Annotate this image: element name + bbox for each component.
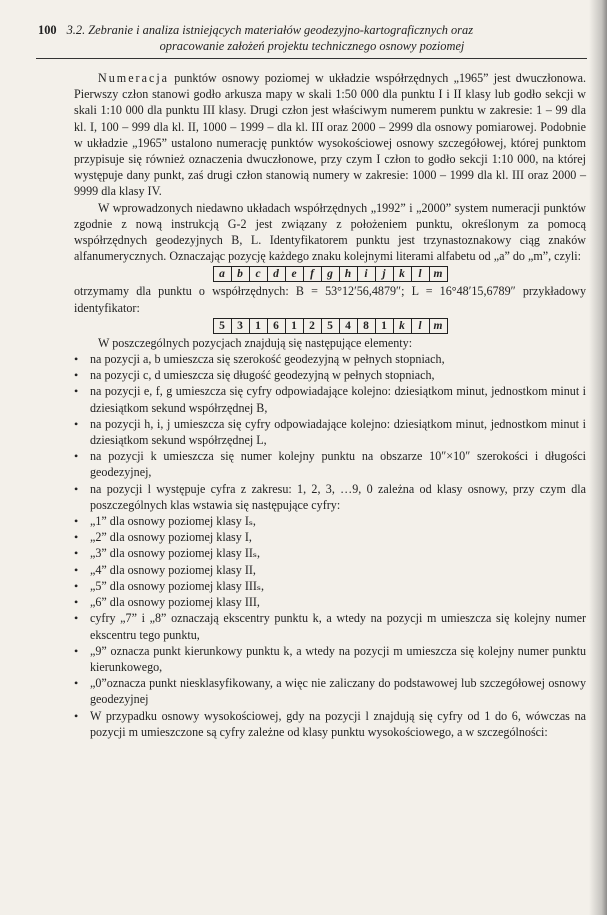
list-item: • „3” dla osnowy poziomej klasy IIₛ, (74, 545, 586, 561)
letter-box: e (286, 267, 304, 281)
paragraph-lead: Numeracja (98, 71, 170, 85)
identifier-box: k (394, 319, 412, 333)
header-rule (36, 58, 587, 59)
identifier-box: 4 (340, 319, 358, 333)
list-item: • „2” dla osnowy poziomej klasy I, (74, 529, 586, 545)
list-item: • na pozycji c, d umieszcza się długość geodezyjną w pełnych stopniach, (74, 367, 586, 383)
list-item: • „6” dla osnowy poziomej klasy III, (74, 594, 586, 610)
page-number: 100 (38, 23, 57, 37)
list-item: • W przypadku osnowy wysokościowej, gdy na pozycji l znajdują się cyfry od 1 do 6, wówczas na pozycji m umieszczone są cyfry zależne od klasy punktu wysokościowego, a w szczególności: (74, 708, 586, 740)
letter-boxes (213, 266, 448, 282)
list-item: • „9” oznacza punkt kierunkowy punktu k, a wtedy na pozycji m umieszcza się kolejny numer punktu kierunkowego, (74, 643, 586, 675)
letter-box: m (430, 267, 448, 281)
list-item: • na pozycji h, i, j umieszcza się cyfry odpowiadające kolejno: dziesiątkom minut, jednostkom minut i dziesiątkom sekund współrzędnej L, (74, 416, 586, 448)
identifier-box: 6 (268, 319, 286, 333)
identifier-box-row (74, 317, 586, 334)
paragraph-text: punktów osnowy poziomej w układzie współrzędnych „1965” jest dwuczłonowa. Pierwszy człon stanowi godło arkusza mapy w skali 1:50 000 dla punktu I i II klasy lub godło sekcji w skali 1:10 000 dla punktu III klasy. Drugi człon jest właściwym numerem punktu w zakresie: 1 – 99 dla kl. I, 100 – 999 dla kl. II, 1000 – 1999 – dla kl. III oraz 2000 – 2999 dla osnowy pomiarowej. Podobnie w układzie „1965” ustalono numerację punktów wysokościowej osnowy szczegółowej, której punktom przypisuje się również oznaczenia dwuczłonowe, przy czym I człon to godło sekcji 1:10 000, na której występuje dany punkt, zaś drugi człon stanowią numery w zakresie: 1000 – 1999 dla kl. III oraz 2000 – 9999 dla klasy IV. (74, 71, 586, 199)
identifier-boxes (213, 318, 448, 334)
list-item: • na pozycji k umieszcza się numer kolejny punktu na obszarze 10″×10″ szerokości i długości geodezyjnej, (74, 448, 586, 480)
paragraph (74, 70, 586, 200)
identifier-box: m (430, 319, 448, 333)
letter-box: k (394, 267, 412, 281)
list-item: • na pozycji l występuje cyfra z zakresu: 1, 2, 3, …9, 0 zależna od klasy osnowy, przy czym dla poszczególnych klas wstawia się następujące cyfry: (74, 481, 586, 513)
list-item: • „5” dla osnowy poziomej klasy IIIₛ, (74, 578, 586, 594)
header-title-line2: opracowanie założeń projektu technicznego osnowy poziomej (159, 39, 465, 53)
letter-box: j (376, 267, 394, 281)
identifier-box: 8 (358, 319, 376, 333)
body-text (74, 70, 586, 740)
page-edge-shadow (589, 0, 607, 915)
list-item: • „0”oznacza punkt niesklasyfikowany, a więc nie zaliczany do podstawowej lub szczegółowej osnowy geodezyjnej (74, 675, 586, 707)
identifier-box: l (412, 319, 430, 333)
identifier-box: 5 (322, 319, 340, 333)
list-item: • na pozycji a, b umieszcza się szerokość geodezyjną w pełnych stopniach, (74, 351, 586, 367)
header-title-line1: 3.2. Zebranie i analiza istniejących materiałów geodezyjno-kartograficznych oraz (66, 23, 474, 37)
letter-box: a (214, 267, 232, 281)
letter-box: f (304, 267, 322, 281)
list-item: • cyfry „7” i „8” oznaczają ekscentry punktu k, a wtedy na pozycji m umieszcza się kolejny numer ekscentru tego punktu, (74, 610, 586, 642)
bullet-list (74, 351, 586, 740)
letter-box: d (268, 267, 286, 281)
paragraph: W poszczególnych pozycjach znajdują się następujące elementy: (98, 335, 413, 350)
running-header (38, 22, 586, 54)
identifier-box: 1 (250, 319, 268, 333)
letter-box: l (412, 267, 430, 281)
letter-box: g (322, 267, 340, 281)
identifier-box: 1 (376, 319, 394, 333)
identifier-box: 5 (214, 319, 232, 333)
list-item: • „1” dla osnowy poziomej klasy Iₛ, (74, 513, 586, 529)
list-item: • na pozycji e, f, g umieszcza się cyfry odpowiadające kolejno: dziesiątkom minut, jednostkom minut i dziesiątkom sekund współrzędnej B, (74, 383, 586, 415)
letter-box: i (358, 267, 376, 281)
identifier-box: 1 (286, 319, 304, 333)
letter-box: c (250, 267, 268, 281)
list-item: • „4” dla osnowy poziomej klasy II, (74, 562, 586, 578)
identifier-box: 2 (304, 319, 322, 333)
letter-box-row (74, 265, 586, 282)
paragraph: otrzymamy dla punktu o współrzędnych: B = 53°12′56,4879″; L = 16°48′15,6789″ przykładowy identyfikator: (74, 284, 586, 315)
letter-box: b (232, 267, 250, 281)
paragraph: W wprowadzonych niedawno układach współrzędnych „1992” i „2000” system numeracji punktów zgodnie z nową instrukcją G-2 jest związany z położeniem punktu, określonym za pomocą współrzędnych geodezyjnych B, L. Identyfikatorem punktu jest trzynastoznakowy ciąg znaków alfanumerycznych. Oznaczając pozycję każdego znaku kolejnymi literami alfabetu od „a” do „m”, czyli: (74, 200, 586, 264)
identifier-box: 3 (232, 319, 250, 333)
letter-box: h (340, 267, 358, 281)
